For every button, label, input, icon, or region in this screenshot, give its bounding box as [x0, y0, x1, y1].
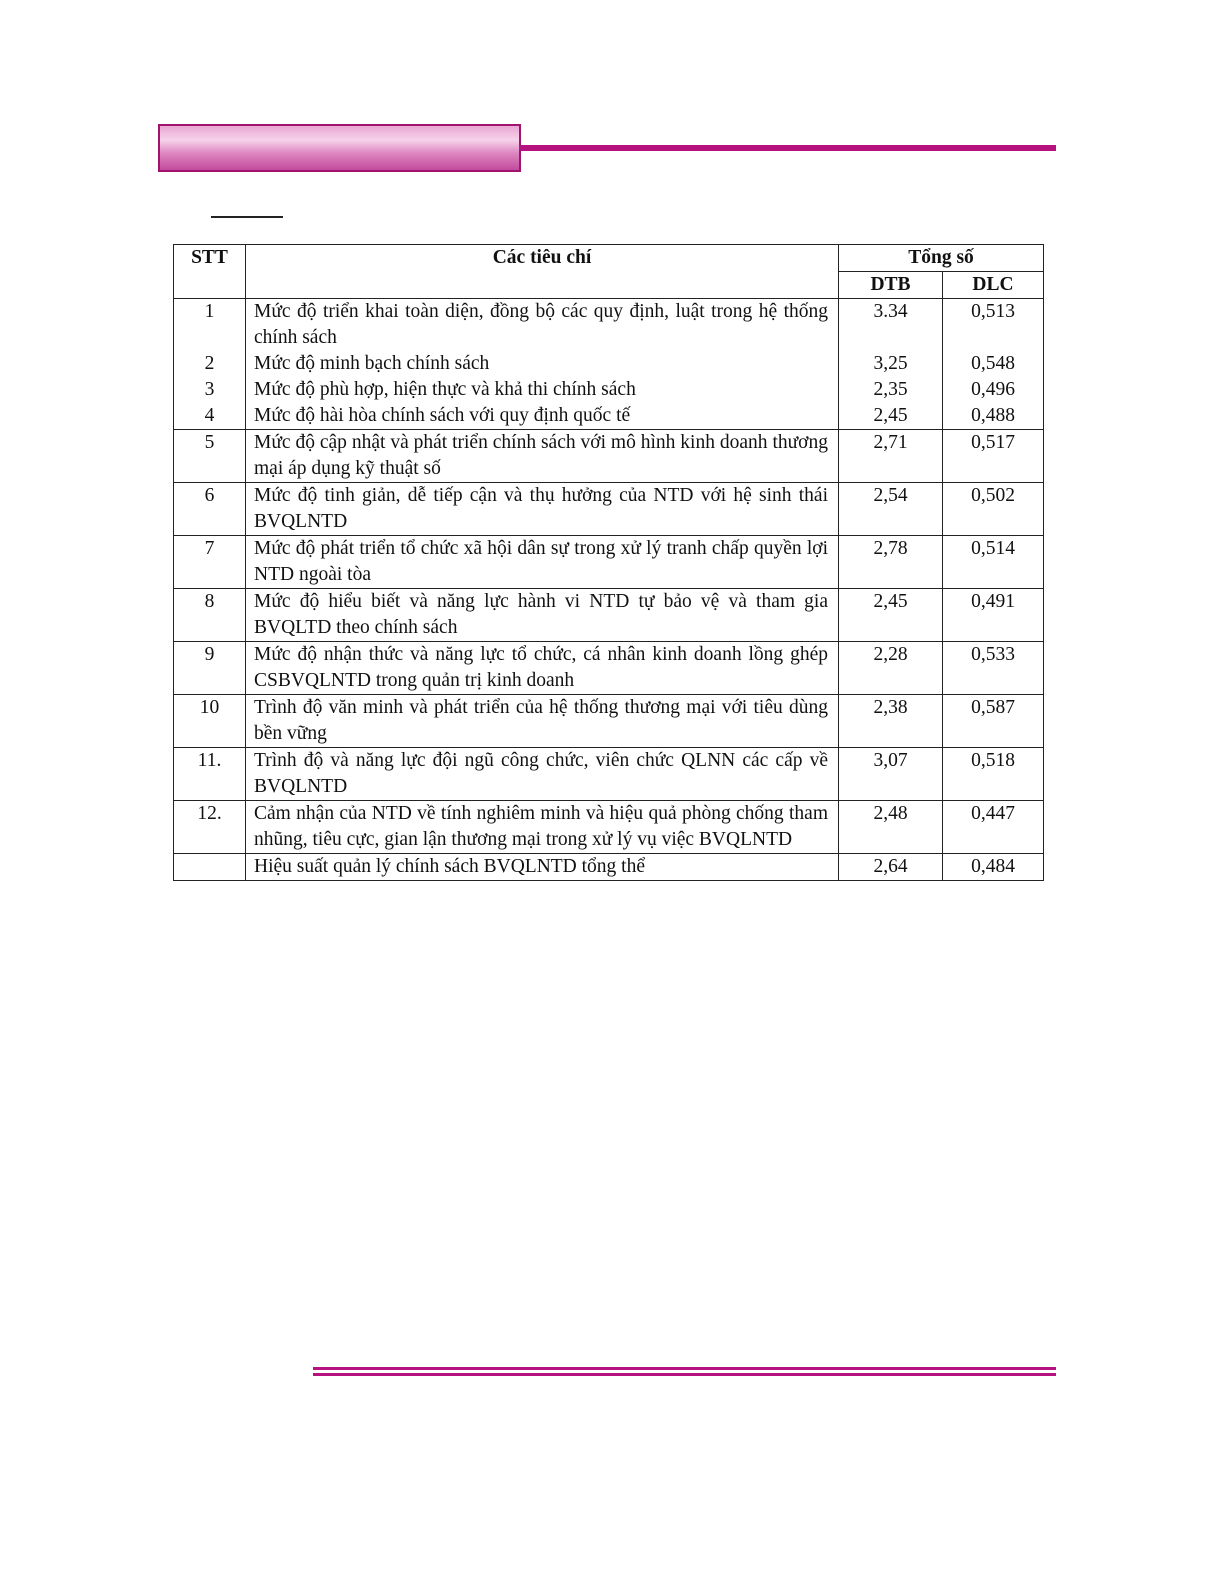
row-dlc: 0,548: [943, 351, 1044, 377]
row-dtb: 2,45: [839, 403, 943, 430]
row-stt: 11.: [174, 748, 246, 801]
row-stt: 9: [174, 642, 246, 695]
row-dlc: 0,502: [943, 483, 1044, 536]
row-dlc: 0,513: [943, 299, 1044, 352]
row-criteria: Mức độ phù hợp, hiện thực và khả thi chính sách: [246, 377, 839, 403]
row-stt: 5: [174, 430, 246, 483]
table-row: [174, 299, 1044, 352]
row-criteria: Mức độ hiểu biết và năng lực hành vi NTD tự bảo vệ và tham gia BVQLTD theo chính sách: [246, 589, 839, 642]
row-dtb: 3,07: [839, 748, 943, 801]
header-criteria: Các tiêu chí: [246, 245, 839, 272]
criteria-table: [173, 244, 1044, 881]
row-dtb: 2,78: [839, 536, 943, 589]
caption-underline: [211, 216, 283, 218]
row-stt: 3: [174, 377, 246, 403]
table-row: [174, 695, 1044, 748]
header-criteria-blank: [246, 272, 839, 299]
header-tab: [158, 124, 521, 172]
row-dlc: 0,533: [943, 642, 1044, 695]
row-stt: 12.: [174, 801, 246, 854]
row-stt: 4: [174, 403, 246, 430]
row-dlc: 0,488: [943, 403, 1044, 430]
row-dtb: 2,35: [839, 377, 943, 403]
row-stt: 8: [174, 589, 246, 642]
row-dlc: 0,518: [943, 748, 1044, 801]
table-row: [174, 483, 1044, 536]
table-row: [174, 536, 1044, 589]
row-dlc: 0,447: [943, 801, 1044, 854]
row-criteria: Hiệu suất quản lý chính sách BVQLNTD tổng thể: [246, 854, 839, 881]
row-criteria: Mức độ cập nhật và phát triển chính sách với mô hình kinh doanh thương mại áp dụng kỹ thuật số: [246, 430, 839, 483]
subheader-row: [174, 272, 1044, 299]
row-criteria: Mức độ tinh giản, dễ tiếp cận và thụ hưởng của NTD với hệ sinh thái BVQLNTD: [246, 483, 839, 536]
row-criteria: Trình độ và năng lực đội ngũ công chức, viên chức QLNN các cấp về BVQLNTD: [246, 748, 839, 801]
header-dtb: DTB: [839, 272, 943, 299]
footer-rule: [313, 1367, 1056, 1376]
row-dtb: 2,28: [839, 642, 943, 695]
table-row-total: [174, 854, 1044, 881]
table-row: [174, 801, 1044, 854]
table-row: [174, 642, 1044, 695]
row-dlc: 0,517: [943, 430, 1044, 483]
header-stt: STT: [174, 245, 246, 272]
row-dlc: 0,484: [943, 854, 1044, 881]
row-dlc: 0,514: [943, 536, 1044, 589]
header-dlc: DLC: [943, 272, 1044, 299]
row-criteria: Cảm nhận của NTD về tính nghiêm minh và hiệu quả phòng chống tham nhũng, tiêu cực, gian lận thương mại trong xử lý vụ việc BVQLNTD: [246, 801, 839, 854]
row-criteria: Mức độ nhận thức và năng lực tổ chức, cá nhân kinh doanh lồng ghép CSBVQLNTD trong quản trị kinh doanh: [246, 642, 839, 695]
table-row: [174, 589, 1044, 642]
row-stt: 1: [174, 299, 246, 352]
table-row: [174, 748, 1044, 801]
header-rule: [519, 145, 1056, 151]
row-dlc: 0,491: [943, 589, 1044, 642]
row-dtb: 2,38: [839, 695, 943, 748]
row-stt: 2: [174, 351, 246, 377]
row-dtb: 2,71: [839, 430, 943, 483]
header-stt-blank: [174, 272, 246, 299]
row-stt: [174, 854, 246, 881]
row-criteria: Mức độ triển khai toàn diện, đồng bộ các quy định, luật trong hệ thống chính sách: [246, 299, 839, 352]
table-row: [174, 351, 1044, 377]
table-row: [174, 377, 1044, 403]
row-dtb: 2,45: [839, 589, 943, 642]
row-dtb: 2,64: [839, 854, 943, 881]
row-stt: 7: [174, 536, 246, 589]
row-criteria: Mức độ hài hòa chính sách với quy định quốc tế: [246, 403, 839, 430]
row-criteria: Trình độ văn minh và phát triển của hệ thống thương mại với tiêu dùng bền vững: [246, 695, 839, 748]
header-total: Tổng số: [839, 245, 1044, 272]
table-row: [174, 430, 1044, 483]
row-dtb: 2,54: [839, 483, 943, 536]
row-criteria: Mức độ phát triển tổ chức xã hội dân sự trong xử lý tranh chấp quyền lợi NTD ngoài tòa: [246, 536, 839, 589]
header-row: [174, 245, 1044, 272]
table-row: [174, 403, 1044, 430]
row-dlc: 0,496: [943, 377, 1044, 403]
row-dtb: 3,25: [839, 351, 943, 377]
row-dtb: 3.34: [839, 299, 943, 352]
row-stt: 10: [174, 695, 246, 748]
row-criteria: Mức độ minh bạch chính sách: [246, 351, 839, 377]
row-dtb: 2,48: [839, 801, 943, 854]
row-dlc: 0,587: [943, 695, 1044, 748]
row-stt: 6: [174, 483, 246, 536]
